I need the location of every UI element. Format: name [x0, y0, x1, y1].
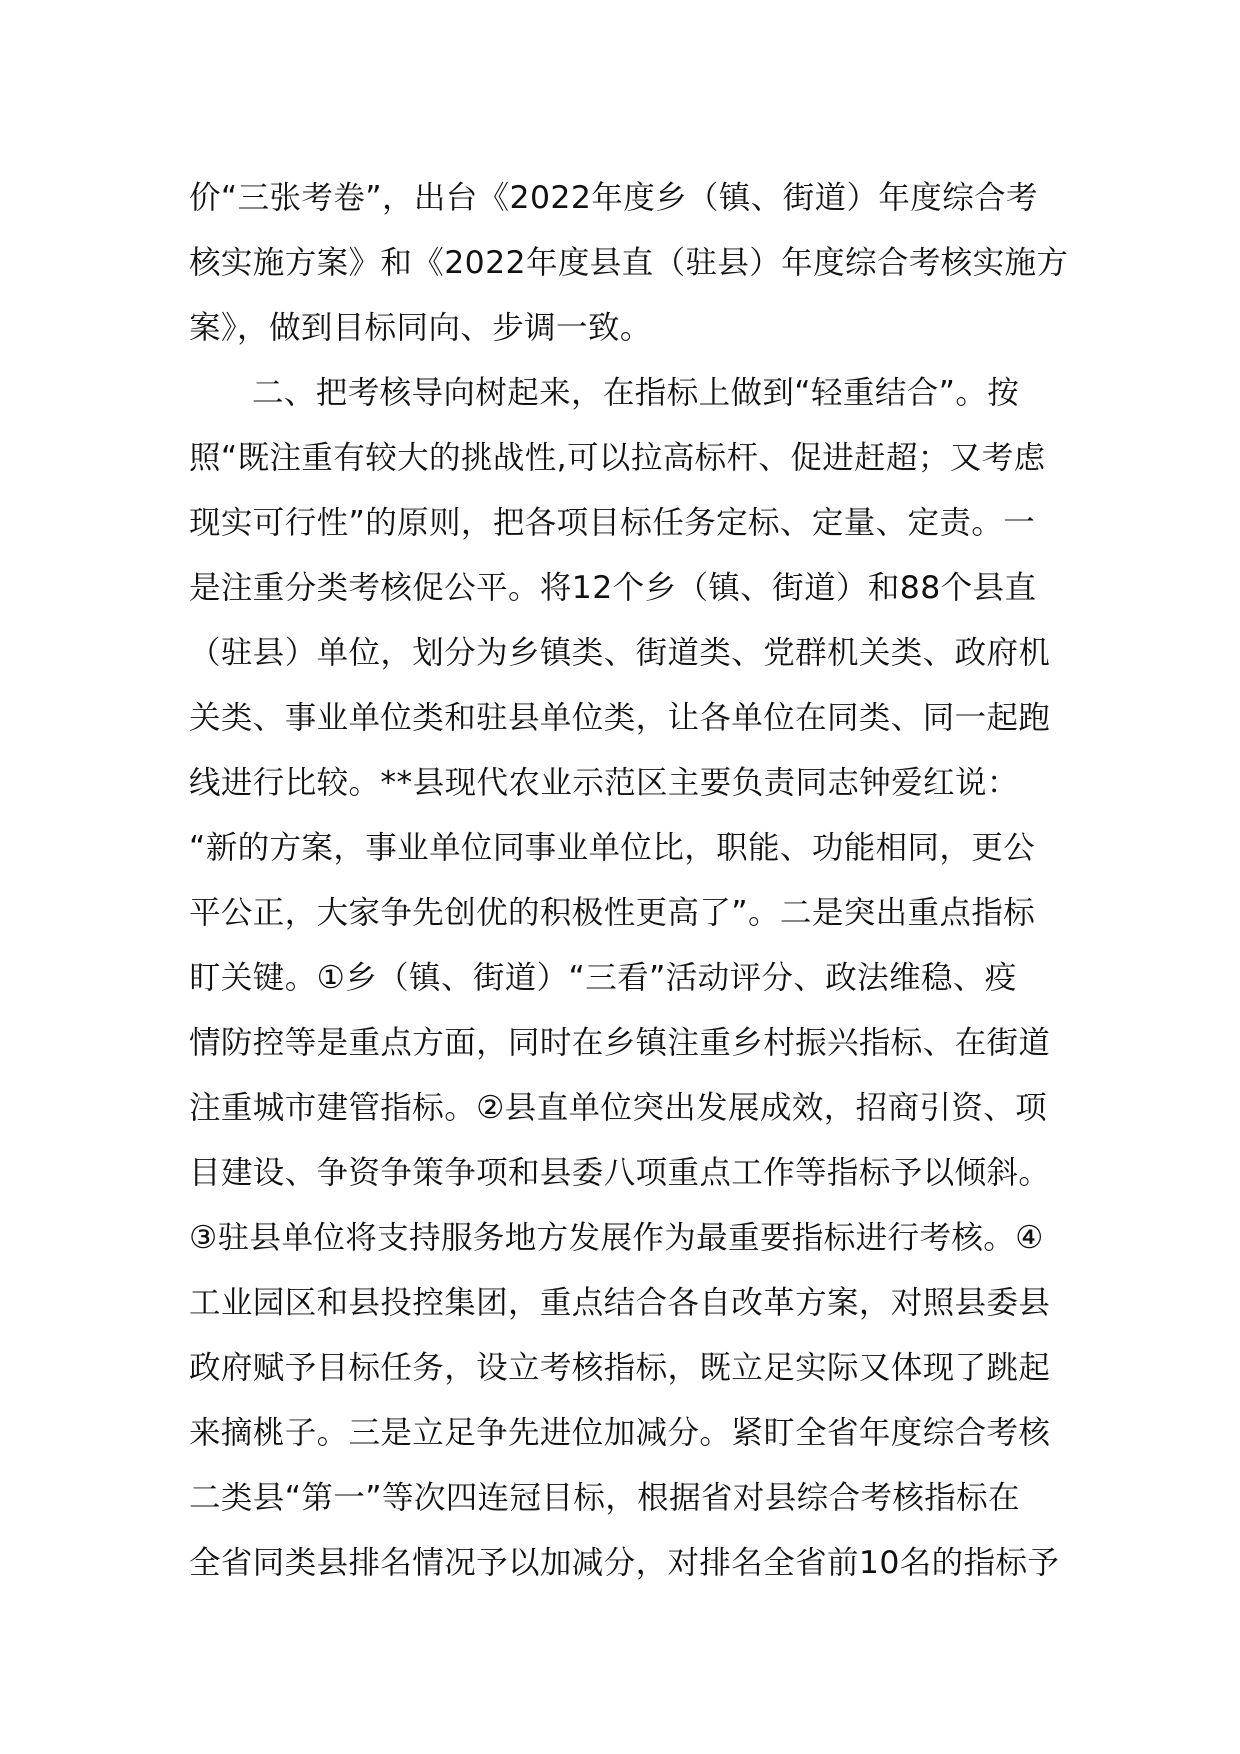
text-line: 注重城市建管指标。②县直单位突出发展成效，招商引资、项 [189, 1090, 1048, 1126]
text-line: 全省同类县排名情况予以加减分，对排名全省前10名的指标予 [189, 1545, 1060, 1581]
text-line: 关类、事业单位类和驻县单位类，让各单位在同类、同一起跑 [189, 700, 1051, 736]
text-line: 线进行比较。**县现代农业示范区主要负责同志钟爱红说： [189, 765, 1019, 801]
body-text [189, 166, 1069, 1596]
text-line: 价“三张考卷”，出台《2022年度乡（镇、街道）年度综合考 [189, 180, 1038, 216]
text-line: 核实施方案》和《2022年度县直（驻县）年度综合考核实施方 [189, 245, 1069, 281]
text-line: 目建设、争资争策争项和县委八项重点工作等指标予以倾斜。 [189, 1155, 1051, 1191]
text-line: 照“既注重有较大的挑战性,可以拉高标杆、促进赶超；又考虑 [189, 440, 1046, 476]
text-line: 现实可行性”的原则，把各项目标任务定标、定量、定责。一 [189, 505, 1036, 541]
text-line: 案》，做到目标同向、步调一致。 [189, 310, 652, 346]
text-line: ③驻县单位将支持服务地方发展作为最重要指标进行考核。④ [189, 1220, 1044, 1256]
text-line: （驻县）单位，划分为乡镇类、街道类、党群机关类、政府机 [189, 635, 1051, 671]
text-line: 来摘桃子。三是立足争先进位加减分。紧盯全省年度综合考核 [189, 1415, 1051, 1451]
text-line: 二类县“第一”等次四连冠目标，根据省对县综合考核指标在 [189, 1480, 1020, 1516]
text-line: 工业园区和县投控集团，重点结合各自改革方案，对照县委县 [189, 1285, 1051, 1321]
text-line: 情防控等是重点方面，同时在乡镇注重乡村振兴指标、在街道 [189, 1025, 1051, 1061]
text-line: “新的方案，事业单位同事业单位比，职能、功能相同，更公 [189, 830, 1036, 866]
paragraph-start-line: 二、把考核导向树起来，在指标上做到“轻重结合”。按 [252, 375, 1020, 411]
text-line: 是注重分类考核促公平。将12个乡（镇、街道）和88个县直 [189, 570, 1037, 606]
text-line: 平公正，大家争先创优的积极性更高了”。二是突出重点指标 [189, 895, 1036, 931]
text-line: 政府赋予目标任务，设立考核指标，既立足实际又体现了跳起 [189, 1350, 1051, 1386]
text-line: 盯关键。①乡（镇、街道）“三看”活动评分、政法维稳、疫 [189, 960, 1017, 996]
